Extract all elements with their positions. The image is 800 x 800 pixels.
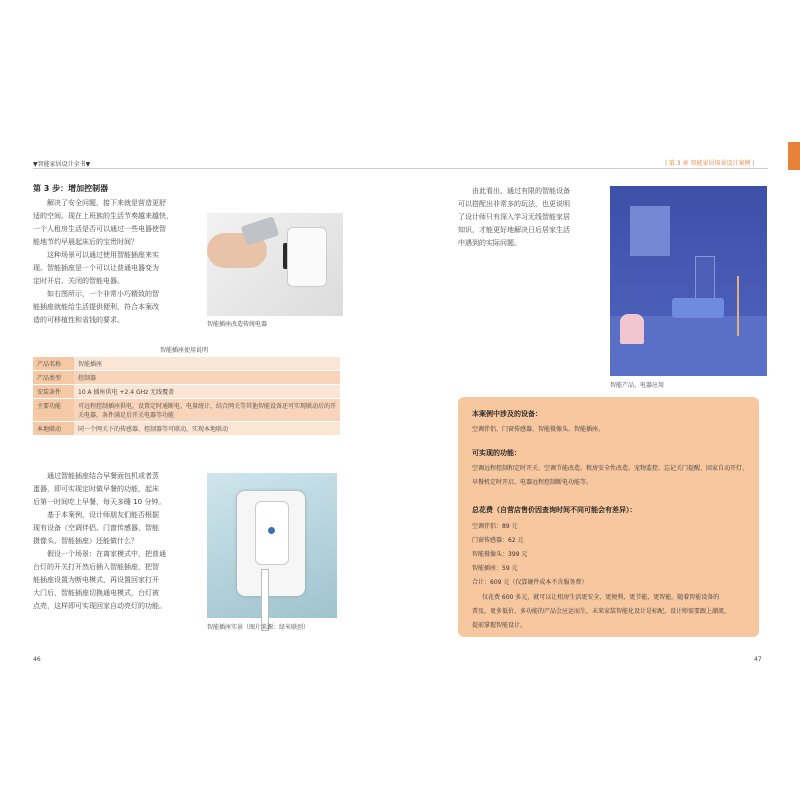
cost-line: 智能摄像头：399 元	[472, 551, 528, 558]
floor-lamp	[737, 276, 739, 336]
text-line: 能插座就能给生活提供便利，符合本案改	[33, 303, 159, 311]
text-line: 后第一时间吃上早餐，每天多睡 10 分钟。	[33, 498, 166, 506]
table-key: 主要功能	[33, 399, 74, 422]
phone	[241, 216, 280, 246]
summary-box	[458, 397, 759, 637]
text-line: 台灯的开关打开然后插入智能插座，把智	[33, 563, 159, 571]
features-text-2: 早餐机定时开启、电器远程控制断电功能等。	[472, 479, 593, 486]
step-title: 第 3 步：增加控制器	[33, 184, 109, 193]
text-line: 蛋器，即可实现定时做早餐的功能，起床	[33, 485, 159, 493]
smart-plug-wall-photo	[207, 473, 337, 618]
spec-table	[33, 357, 340, 436]
text-line: 点亮，这样即可实现回家自动亮灯的功能。	[33, 602, 166, 610]
header-divider	[33, 168, 768, 169]
text-line: 这种场景可以通过使用智能插座来实	[47, 251, 159, 259]
window	[630, 206, 670, 256]
wall-plate	[237, 491, 305, 596]
text-line: 能插座设置为断电模式，再设置回家打开	[33, 576, 159, 584]
text-line: 可以搭配出非常多的玩法，也更说明	[458, 200, 570, 208]
text-line: 现。智能插座是一个可以让普通电器变为	[33, 264, 159, 272]
text-line: 解决了安全问题，接下来就是营造更舒	[47, 199, 166, 207]
table-key: 产品类型	[33, 371, 74, 385]
devices-text: 空调伴侣、门窗传感器、智能摄像头、智能插座。	[472, 426, 605, 433]
cost-line: 空调伴侣：89 元	[472, 523, 518, 530]
table-row	[33, 357, 340, 371]
appliance	[695, 256, 715, 300]
photo3-caption: 智能产品、电器应用	[610, 382, 665, 389]
text-line: 基于本案例，设计师朋友们能否根据	[47, 511, 159, 519]
blue-room-photo	[610, 186, 767, 376]
text-line: 中遇到的实际问题。	[458, 239, 521, 247]
left-para-1	[33, 197, 195, 327]
running-header-left: ▼智能家居设计全书▼	[33, 161, 91, 168]
table-title: 智能插座使用说明	[160, 347, 209, 354]
right-intro	[458, 185, 608, 250]
text-line: 了设计师只有深入学习无线智能家居	[458, 213, 570, 221]
table-key: 产品名称	[33, 357, 74, 371]
conclusion-line: 仅花费 600 多元，就可以让租房生活更安全、更便利、更节能、更智能。随着智能设备的	[482, 594, 720, 601]
table-value: 10 A 插座供电 +2.4 GHz 无线覆盖	[74, 385, 340, 399]
photo1-caption: 智能插座改造传统电器	[207, 321, 268, 328]
text-line: 一个人租房生活是否可以通过一些电器使智	[33, 225, 166, 233]
conclusion-line: 提前掌握智能设计。	[472, 622, 527, 629]
smart-plug-photo	[207, 213, 343, 316]
features-heading: 可实现的功能：	[472, 449, 521, 457]
pink-chair	[620, 314, 644, 344]
text-line: 假设一个场景：在离家模式中，把普通	[47, 550, 166, 558]
page-number-right: 47	[754, 656, 762, 663]
table-row	[33, 422, 340, 436]
text-line: 如右图所示，一个非常小巧精致的智	[47, 290, 159, 298]
text-line: 能地节约早晨起床后的宝贵时间？	[33, 238, 138, 246]
page-number-left: 46	[33, 656, 41, 663]
table-row	[33, 399, 340, 422]
cost-total: 合计：609 元（仅算硬件成本不含服务费）	[472, 579, 588, 586]
features-text-1: 空调远程控制和定时开关、空调节能改造、租房安全性改造、宠物监控、忘记关门提醒、回家自动开灯、	[472, 465, 749, 472]
led-indicator	[268, 527, 275, 534]
text-line: 摄像头、智能插座）还能做什么？	[33, 537, 138, 545]
text-line: 造的可移植性和省钱的要求。	[33, 316, 124, 324]
text-line: 大门后，智能插座切换通电模式，台灯被	[33, 589, 159, 597]
sofa	[672, 298, 724, 318]
table-value: 智能插座	[74, 357, 340, 371]
conclusion-line: 普及，更多低价、多功能的产品会应运而生，未来家装智能化设计是标配，设计师需要跟上潮流，	[472, 608, 731, 615]
cost-line: 门窗传感器：62 元	[472, 537, 524, 544]
photo2-caption: 智能插座实景（图片来源：绿米联创）	[207, 624, 310, 631]
text-line: 通过智能插座结合早餐面包机或者蒸	[47, 472, 159, 480]
table-value: 可远程控制插座供电，设置定时通断电、电量统计，结合网关等其他智能设备还可实现联动后的开关电器、条件满足后开关电器等功能	[74, 399, 340, 422]
devices-heading: 本案例中涉及的设备：	[472, 410, 542, 418]
left-para-2	[33, 470, 195, 613]
running-header-right: | 第 3 章 智能家居场景设计案例 |	[665, 160, 755, 167]
cost-heading: 总花费（自营店售价因查询时间不同可能会有差异）：	[472, 506, 637, 514]
chapter-tab	[788, 142, 800, 170]
table-value: 控制器	[74, 371, 340, 385]
text-line: 知识，才能更好地解决日后居家生活	[458, 226, 570, 234]
table-row	[33, 385, 340, 399]
text-line: 由此看出，通过有限的智能设备	[472, 187, 570, 195]
table-key: 本地联动	[33, 422, 74, 436]
text-line: 现有设备（空调伴侣、门窗传感器、智能	[33, 524, 159, 532]
smart-plug	[287, 227, 327, 287]
cost-line: 智能插座：59 元	[472, 565, 518, 572]
table-row	[33, 371, 340, 385]
smart-plug	[255, 501, 289, 565]
text-line: 适的空间。现在上班族的生活节奏越来越快，	[33, 212, 173, 220]
text-line: 定时开启、关闭的智能电器。	[33, 277, 124, 285]
table-key: 安装条件	[33, 385, 74, 399]
table-value: 同一个网关下的传感器、控制器等可联动，实现本地联动	[74, 422, 340, 436]
